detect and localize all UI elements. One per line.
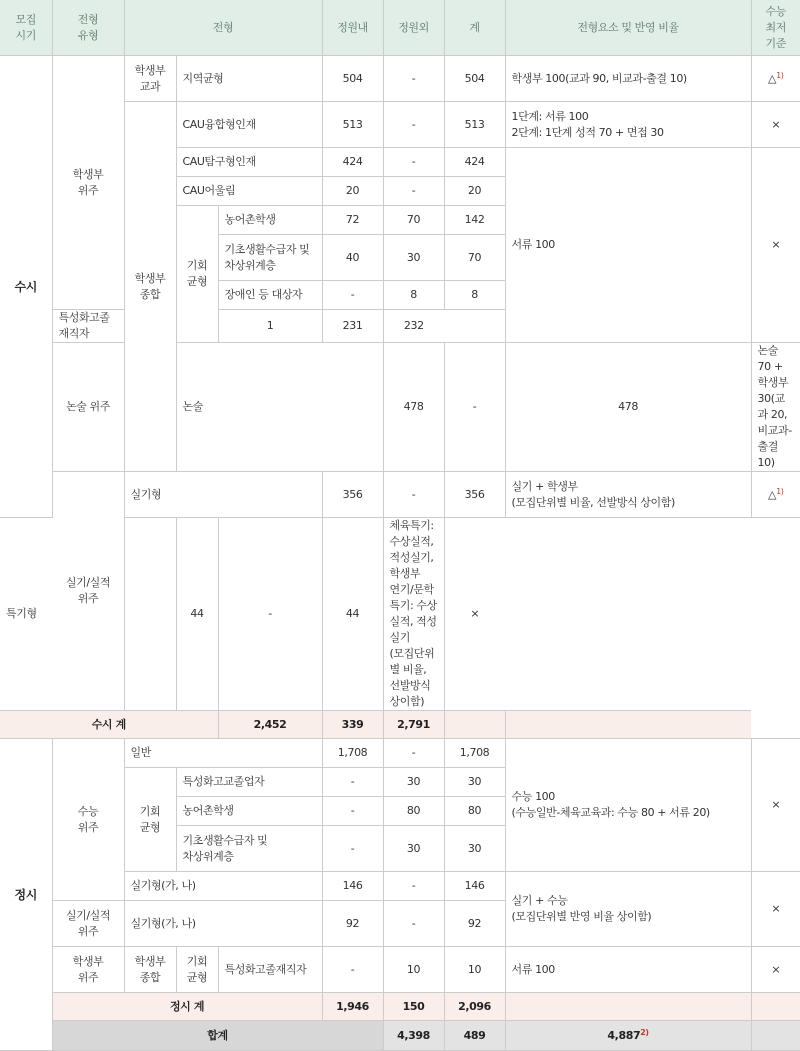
group-jonghap: 학생부 종합 (124, 102, 176, 472)
track-tamgu: CAU탐구형인재 (176, 148, 322, 177)
quota-out: 8 (383, 281, 444, 310)
quota-out: 489 (444, 1021, 505, 1051)
gihoe-label: 기회 균형 (176, 206, 218, 343)
quota-in: 1,708 (322, 739, 383, 768)
type-hakbu: 학생부 위주 (52, 947, 124, 993)
header-track: 전형 (124, 0, 322, 56)
quota-total: 20 (444, 177, 505, 206)
quota-in: 1 (218, 310, 322, 343)
track-jiyeok: 지역균형 (176, 56, 322, 102)
factors: 실기 + 수능 (모집단위별 반영 비율 상이함) (505, 872, 751, 947)
header-period: 모집 시기 (0, 0, 52, 56)
quota-total: 1,708 (444, 739, 505, 768)
quota-out: - (444, 343, 505, 472)
quota-total: 478 (505, 343, 751, 472)
factors: 학생부 100(교과 90, 비교과-출결 10) (505, 56, 751, 102)
footnote-ref: 2) (640, 1027, 649, 1037)
group-gyogwa: 학생부 교과 (124, 56, 176, 102)
quota-out: 30 (383, 826, 444, 872)
quota-total: 30 (444, 768, 505, 797)
quota-in: - (322, 826, 383, 872)
subtotal-row-jeongsi (0, 993, 800, 1021)
quota-total: 8 (444, 281, 505, 310)
subtotal-blank (751, 993, 800, 1021)
quota-in: 2,452 (218, 711, 322, 739)
quota-out: - (383, 901, 444, 947)
track-nonsul: 논술 (176, 343, 383, 472)
quota-out: 30 (383, 235, 444, 281)
quota-in: 72 (322, 206, 383, 235)
subtotal-label: 수시 계 (0, 711, 218, 739)
quota-in: - (322, 768, 383, 797)
quota-total: 4,887$^{2)}$ (505, 1021, 751, 1051)
quota-in: 44 (176, 518, 218, 711)
quota-out: 80 (383, 797, 444, 826)
quota-total: 146 (444, 872, 505, 901)
header-quota-in: 정원내 (322, 0, 383, 56)
quota-total: 44 (322, 518, 383, 711)
quota-in: - (322, 281, 383, 310)
subtotal-label: 정시 계 (52, 993, 322, 1021)
csat-min: × (751, 872, 800, 947)
factors: 1단계: 서류 100 2단계: 1단계 성적 70 + 면접 30 (505, 102, 751, 148)
quota-out: 70 (383, 206, 444, 235)
factors: 수능 100 (수능일반-체육교육과: 수능 80 + 서류 20) (505, 739, 751, 872)
track-gicho: 기초생활수급자 및 차상위계층 (218, 235, 322, 281)
grand-total-label: 합계 (52, 1021, 383, 1051)
table-row (0, 472, 800, 518)
track-nongeo: 농어촌학생 (176, 797, 322, 826)
quota-out: - (383, 102, 444, 148)
csat-min: × (444, 518, 505, 711)
footnote-ref: 1) (776, 486, 784, 496)
quota-in: 20 (322, 177, 383, 206)
period-jeongsi: 정시 (0, 739, 52, 1051)
quota-total: 92 (444, 901, 505, 947)
quota-in: 146 (322, 872, 383, 901)
csat-min: △$^{1)}$ (751, 56, 800, 102)
header-type: 전형 유형 (52, 0, 124, 56)
header-total: 계 (444, 0, 505, 56)
quota-out: - (383, 148, 444, 177)
quota-total: 10 (444, 947, 505, 993)
subtotal-row-susi (0, 711, 800, 739)
type-silgi: 실기/실적 위주 (52, 472, 124, 711)
track-silgi: 실기형 (124, 472, 322, 518)
quota-out: - (383, 739, 444, 768)
header-csat-min: 수능 최저 기준 (751, 0, 800, 56)
csat-min: × (751, 102, 800, 148)
quota-out: - (383, 177, 444, 206)
quota-in: 40 (322, 235, 383, 281)
track-jaejik: 특성화고졸재직자 (218, 947, 322, 993)
quota-total: 232 (383, 310, 444, 343)
track-yunghap: CAU융합형인재 (176, 102, 322, 148)
factors: 실기 + 학생부 (모집단위별 비율, 선발방식 상이함) (505, 472, 751, 518)
type-nonsul: 논술 위주 (52, 343, 124, 472)
quota-out: 30 (383, 768, 444, 797)
csat-min: △$^{1)}$ (751, 472, 800, 518)
csat-min: × (751, 148, 800, 343)
table-row (0, 343, 800, 472)
factors: 체육특기: 수상실적, 적성실기, 학생부 연기/문학특기: 수상실적, 적성실기 (모집단위별 비율, 선발방식 상이함) (383, 518, 444, 711)
track-silgi-ga-na: 실기형(가, 나) (124, 872, 322, 901)
quota-in: 424 (322, 148, 383, 177)
gihoe-label: 기회 균형 (124, 768, 176, 872)
quota-total: 2,791 (383, 711, 444, 739)
group-jonghap: 학생부 종합 (124, 947, 176, 993)
quota-total: 142 (444, 206, 505, 235)
track-silgi-ga-na: 실기형(가, 나) (124, 901, 322, 947)
quota-total: 356 (444, 472, 505, 518)
quota-total: 70 (444, 235, 505, 281)
quota-total: 30 (444, 826, 505, 872)
factors: 논술 70 + 학생부 30(교과 20, 비교과-출결 10) (751, 343, 800, 472)
footnote-ref: 1) (776, 70, 784, 80)
track-jangae: 장애인 등 대상자 (218, 281, 322, 310)
quota-in: 4,398 (383, 1021, 444, 1051)
type-hakbu: 학생부 위주 (52, 56, 124, 310)
type-silgi: 실기/실적 위주 (52, 901, 124, 947)
grand-total-row (0, 1021, 800, 1051)
gihoe-label: 기회 균형 (176, 947, 218, 993)
csat-min: × (751, 947, 800, 993)
quota-in: 92 (322, 901, 383, 947)
quota-in: - (322, 947, 383, 993)
subtotal-blank (444, 711, 505, 739)
quota-total: 2,096 (444, 993, 505, 1021)
quota-in: - (322, 797, 383, 826)
track-teuksung-grad: 특성화고교졸업자 (176, 768, 322, 797)
factors: 서류 100 (505, 148, 751, 343)
quota-out: - (383, 472, 444, 518)
track-teukgi: 특기형 (0, 518, 176, 711)
period-susi: 수시 (0, 56, 52, 518)
track-teuksung: 특성화고졸재직자 (52, 310, 124, 343)
quota-out: 231 (322, 310, 383, 343)
quota-out: 150 (383, 993, 444, 1021)
subtotal-blank (505, 993, 751, 1021)
quota-in: 478 (383, 343, 444, 472)
table-row (0, 739, 800, 768)
quota-in: 504 (322, 56, 383, 102)
quota-total: 424 (444, 148, 505, 177)
quota-total: 504 (444, 56, 505, 102)
quota-total: 513 (444, 102, 505, 148)
track-eoullim: CAU어울림 (176, 177, 322, 206)
track-nongeo: 농어촌학생 (218, 206, 322, 235)
header-factors: 전형요소 및 반영 비율 (505, 0, 751, 56)
total-blank (751, 1021, 800, 1051)
subtotal-blank (505, 711, 751, 739)
header-quota-out: 정원외 (383, 0, 444, 56)
quota-in: 356 (322, 472, 383, 518)
quota-out: 10 (383, 947, 444, 993)
quota-out: - (383, 872, 444, 901)
quota-out: 339 (322, 711, 383, 739)
table-row (0, 518, 800, 711)
quota-in: 1,946 (322, 993, 383, 1021)
table-row (0, 56, 800, 102)
quota-in: 513 (322, 102, 383, 148)
csat-min: × (751, 739, 800, 872)
type-suneung: 수능 위주 (52, 739, 124, 901)
quota-out: - (218, 518, 322, 711)
quota-total: 80 (444, 797, 505, 826)
factors: 서류 100 (505, 947, 751, 993)
table-row (0, 947, 800, 993)
track-ilban: 일반 (124, 739, 322, 768)
quota-out: - (383, 56, 444, 102)
track-gicho: 기초생활수급자 및 차상위계층 (176, 826, 322, 872)
